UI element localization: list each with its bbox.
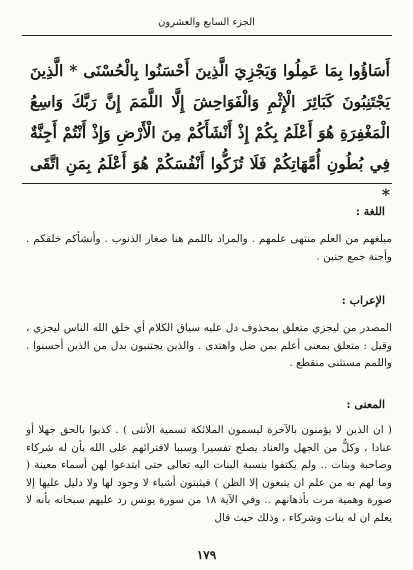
section-title-maana: المعنى : — [346, 398, 385, 411]
verses-divider — [22, 183, 392, 184]
quran-verses: أَسَاؤُوا بِمَا عَمِلُوا وَيَجْزِيَ الَّذِينَ أَحْسَنُوا بِالْحُسْنَى * الَّذِينَ يَجْتَنِبُونَ كَبَائِرَ الْإِثْمِ وَالْفَوَاحِشَ إِلَّا اللَّمَمَ إِنَّ رَبَّكَ وَاسِعُ الْمَغْفِرَةِ هُوَ أَعْلَمُ بِكُمْ إِذْ أَنْشَأَكُمْ مِنَ الْأَرْضِ وَإِذْ أَنْتُمْ أَجِنَّةٌ فِي بُطُونِ أُمَّهَاتِكُمْ فَلَا تُزَكُّوا أَنْفُسَكُمْ هُوَ أَعْلَمُ بِمَنِ اتَّقَى * — [30, 61, 390, 204]
running-header: الجزء السابع والعشرون — [158, 17, 255, 28]
header-divider — [22, 35, 392, 36]
section-title-irab: الإعراب : — [341, 294, 385, 307]
page-number: ١٧٩ — [196, 548, 217, 562]
section-body-lugha: ميلغهم من العلم منتهى علمهم . والمراد باللمم هنا صغار الذنوب . وأنشأكم خلقكم . وأجنة جمع جنين . — [26, 233, 392, 263]
section-title-lugha: اللغة : — [355, 205, 385, 218]
section-body-irab: المصدر من ليجزي متعلق بمحذوف دل عليه سياق الكلام أي خلق الله الناس ليجزي ، وقيل : متعلق بمعنى أعلم بمن ضل واهتدى . والذين يجتنبون بدل من الذين أحسنوا . واللمم مستثنى منقطع . — [26, 322, 392, 369]
section-body-maana: ( ان الذين لا يؤمنون بالآخرة ليسمون الملائكة تسمية الأنثى ) . كذبوا بالحق جهلا أو عنادا ، وكلٌّ من الجهل والعناد يصلح تفسيرا وسببا لافترائهم على الله بأن له شركاء وصاحبة وبنات .. ولم يكتفوا بنسبة البنات اليه تعالى حتى ابتدعوا لهن أسماء معينة ( وما لهم به من علم ان يتبعون إلا الظن ) فيثبتون أشياء لا وجود لها ولا دليل عليها إلا صورة وهمية مرت بأذهانهم .. وفي الآية ١٨ من سورة يونس رد عليهم سبحانه بأنه لا يعلم ان له بنات وشركاء ، وذلك حيث قال — [26, 424, 392, 524]
